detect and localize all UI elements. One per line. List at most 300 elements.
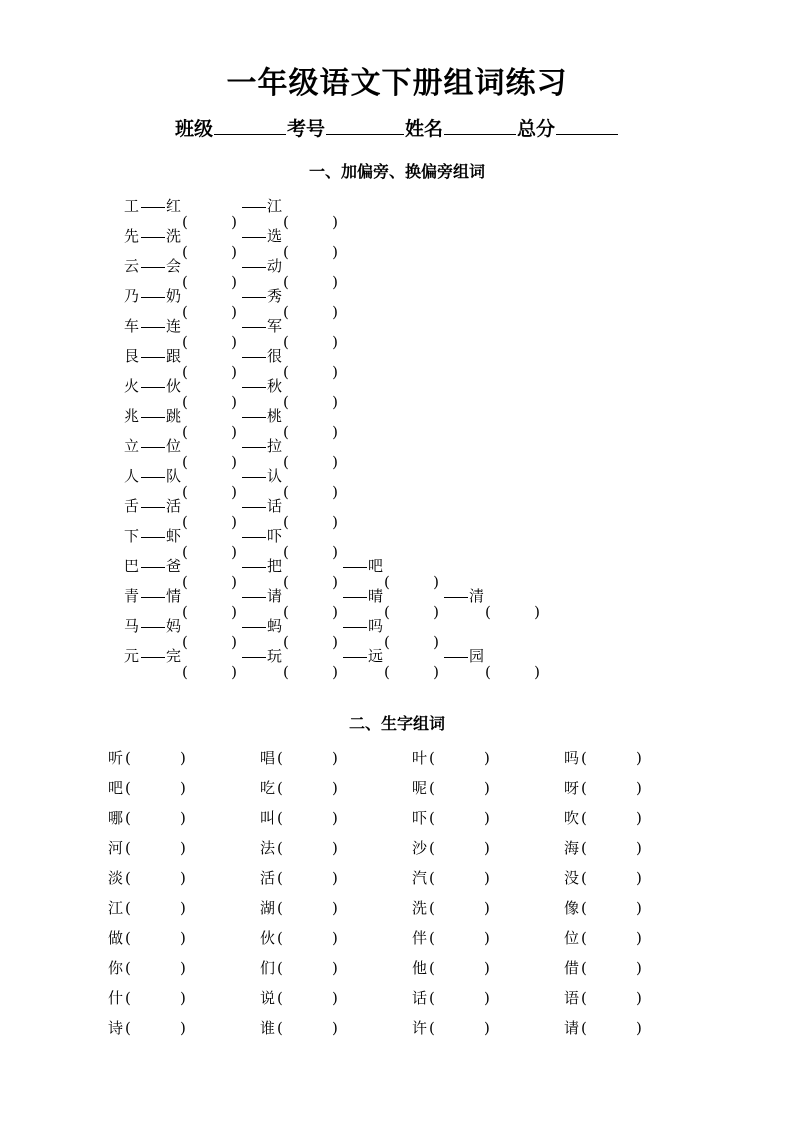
close-paren: )	[231, 393, 237, 411]
dash-connector	[242, 597, 266, 598]
open-paren: (	[283, 333, 289, 351]
open-paren: (	[125, 869, 131, 887]
grid-row	[108, 927, 716, 957]
open-paren: (	[581, 989, 587, 1007]
dash-connector	[343, 657, 367, 658]
grid-cell[interactable]	[108, 987, 260, 1009]
new-character: 们	[260, 959, 276, 977]
derived-character: 完	[166, 647, 182, 665]
close-paren: )	[180, 869, 186, 887]
base-character: 艮	[124, 347, 140, 365]
close-paren: )	[231, 573, 237, 591]
close-paren: )	[484, 869, 490, 887]
grid-cell[interactable]	[412, 957, 564, 979]
close-paren: )	[231, 513, 237, 531]
grid-cell[interactable]	[108, 747, 260, 769]
close-paren: )	[180, 1019, 186, 1037]
new-character: 诗	[108, 1019, 124, 1037]
open-paren: (	[581, 929, 587, 947]
open-paren: (	[125, 899, 131, 917]
grid-cell[interactable]	[108, 897, 260, 919]
dash-connector	[242, 387, 266, 388]
open-paren: (	[283, 573, 289, 591]
close-paren: )	[534, 603, 540, 621]
base-character: 马	[124, 617, 140, 635]
derived-character: 会	[166, 257, 182, 275]
open-paren: (	[581, 959, 587, 977]
close-paren: )	[484, 749, 490, 767]
derived-character: 吓	[267, 527, 283, 545]
close-paren: )	[231, 303, 237, 321]
derived-character: 吧	[368, 557, 384, 575]
base-character: 工	[124, 197, 140, 215]
new-character: 请	[564, 1019, 580, 1037]
close-paren: )	[231, 483, 237, 501]
student-info-line	[0, 114, 794, 141]
grid-cell[interactable]	[260, 837, 412, 859]
close-paren: )	[332, 989, 338, 1007]
open-paren: (	[581, 809, 587, 827]
close-paren: )	[636, 779, 642, 797]
close-paren: )	[484, 989, 490, 1007]
name-label: 姓名	[405, 118, 444, 140]
dash-connector	[242, 627, 266, 628]
derived-character: 很	[267, 347, 283, 365]
open-paren: (	[283, 633, 289, 651]
open-paren: (	[283, 363, 289, 381]
close-paren: )	[484, 959, 490, 977]
dash-connector	[242, 537, 266, 538]
new-character: 听	[108, 749, 124, 767]
base-character: 乃	[124, 287, 140, 305]
derived-character: 位	[166, 437, 182, 455]
new-character: 吧	[108, 779, 124, 797]
derived-character: 跟	[166, 347, 182, 365]
dash-connector	[141, 507, 165, 508]
new-character: 吓	[412, 809, 428, 827]
close-paren: )	[484, 839, 490, 857]
derived-character: 秋	[267, 377, 283, 395]
new-character: 叫	[260, 809, 276, 827]
new-character: 呀	[564, 779, 580, 797]
close-paren: )	[433, 573, 439, 591]
open-paren: (	[277, 839, 283, 857]
close-paren: )	[231, 213, 237, 231]
new-character: 吃	[260, 779, 276, 797]
close-paren: )	[636, 1019, 642, 1037]
grid-cell[interactable]	[260, 897, 412, 919]
grid-row	[108, 807, 716, 837]
grid-cell[interactable]	[412, 807, 564, 829]
dash-connector	[141, 237, 165, 238]
exercise-row	[124, 195, 544, 231]
grid-row	[108, 897, 716, 927]
open-paren: (	[125, 839, 131, 857]
open-paren: (	[182, 393, 188, 411]
grid-cell[interactable]	[260, 927, 412, 949]
close-paren: )	[332, 243, 338, 261]
close-paren: )	[231, 333, 237, 351]
dash-connector	[141, 207, 165, 208]
dash-connector	[141, 357, 165, 358]
derived-character: 动	[267, 257, 283, 275]
open-paren: (	[283, 483, 289, 501]
section2-heading: 二、生字组词	[348, 714, 445, 733]
dash-connector	[141, 297, 165, 298]
open-paren: (	[283, 423, 289, 441]
grid-row	[108, 747, 716, 777]
close-paren: )	[180, 749, 186, 767]
open-paren: (	[429, 929, 435, 947]
grid-cell[interactable]	[564, 897, 716, 919]
close-paren: )	[231, 603, 237, 621]
dash-connector	[242, 567, 266, 568]
open-paren: (	[277, 749, 283, 767]
close-paren: )	[180, 989, 186, 1007]
new-character: 他	[412, 959, 428, 977]
derived-character: 拉	[267, 437, 283, 455]
derived-character: 桃	[267, 407, 283, 425]
close-paren: )	[332, 633, 338, 651]
derived-character: 奶	[166, 287, 182, 305]
derived-character: 晴	[368, 587, 384, 605]
derived-character: 请	[267, 587, 283, 605]
close-paren: )	[231, 363, 237, 381]
open-paren: (	[429, 899, 435, 917]
open-paren: (	[125, 929, 131, 947]
dash-connector	[242, 297, 266, 298]
close-paren: )	[332, 423, 338, 441]
new-character: 没	[564, 869, 580, 887]
open-paren: (	[429, 839, 435, 857]
grid-cell[interactable]	[564, 987, 716, 1009]
dash-connector	[242, 507, 266, 508]
radical-exercise-list	[124, 195, 544, 681]
dash-connector	[141, 477, 165, 478]
open-paren: (	[581, 749, 587, 767]
grid-cell[interactable]	[108, 1017, 260, 1039]
close-paren: )	[534, 663, 540, 681]
grid-cell[interactable]	[564, 777, 716, 799]
derived-character: 园	[469, 647, 485, 665]
grid-cell[interactable]	[564, 957, 716, 979]
open-paren: (	[429, 779, 435, 797]
score-label: 总分	[517, 118, 556, 140]
derived-character: 蚂	[267, 617, 283, 635]
grid-cell[interactable]	[412, 837, 564, 859]
close-paren: )	[332, 1019, 338, 1037]
close-paren: )	[180, 839, 186, 857]
new-character: 做	[108, 929, 124, 947]
new-character: 吹	[564, 809, 580, 827]
grid-cell[interactable]	[412, 897, 564, 919]
close-paren: )	[332, 303, 338, 321]
base-character: 车	[124, 317, 140, 335]
close-paren: )	[636, 929, 642, 947]
close-paren: )	[231, 453, 237, 471]
score-blank[interactable]	[556, 116, 618, 135]
derived-character: 话	[267, 497, 283, 515]
dash-connector	[141, 447, 165, 448]
derived-character: 清	[469, 587, 485, 605]
grid-cell[interactable]	[260, 987, 412, 1009]
grid-cell[interactable]	[564, 747, 716, 769]
new-character: 江	[108, 899, 124, 917]
new-character: 法	[260, 839, 276, 857]
base-character: 巴	[124, 557, 140, 575]
new-character: 呢	[412, 779, 428, 797]
grid-row	[108, 867, 716, 897]
grid-cell[interactable]	[260, 957, 412, 979]
dash-connector	[242, 477, 266, 478]
new-character: 借	[564, 959, 580, 977]
grid-cell[interactable]	[260, 747, 412, 769]
grid-cell[interactable]	[260, 777, 412, 799]
dash-connector	[141, 417, 165, 418]
name-blank[interactable]	[444, 116, 516, 135]
close-paren: )	[636, 869, 642, 887]
grid-cell[interactable]	[412, 747, 564, 769]
dash-connector	[444, 597, 468, 598]
grid-cell[interactable]	[108, 807, 260, 829]
new-character: 位	[564, 929, 580, 947]
dash-connector	[141, 567, 165, 568]
base-character: 兆	[124, 407, 140, 425]
base-character: 舌	[124, 497, 140, 515]
new-character: 语	[564, 989, 580, 1007]
open-paren: (	[429, 1019, 435, 1037]
new-character: 话	[412, 989, 428, 1007]
derived-character: 跳	[166, 407, 182, 425]
new-character: 哪	[108, 809, 124, 827]
dash-connector	[242, 237, 266, 238]
close-paren: )	[332, 929, 338, 947]
dash-connector	[141, 537, 165, 538]
close-paren: )	[231, 273, 237, 291]
dash-connector	[444, 657, 468, 658]
open-paren: (	[283, 543, 289, 561]
derived-character: 情	[166, 587, 182, 605]
close-paren: )	[636, 989, 642, 1007]
exam-no-blank[interactable]	[326, 116, 404, 135]
grid-cell[interactable]	[564, 807, 716, 829]
close-paren: )	[180, 929, 186, 947]
grid-cell[interactable]	[108, 957, 260, 979]
open-paren: (	[283, 603, 289, 621]
close-paren: )	[332, 809, 338, 827]
close-paren: )	[332, 573, 338, 591]
close-paren: )	[484, 899, 490, 917]
open-paren: (	[581, 779, 587, 797]
close-paren: )	[332, 899, 338, 917]
open-paren: (	[429, 809, 435, 827]
new-character: 什	[108, 989, 124, 1007]
grid-cell[interactable]	[260, 867, 412, 889]
close-paren: )	[332, 603, 338, 621]
base-character: 人	[124, 467, 140, 485]
close-paren: )	[332, 513, 338, 531]
grid-cell[interactable]	[108, 927, 260, 949]
close-paren: )	[180, 779, 186, 797]
close-paren: )	[180, 809, 186, 827]
grid-row	[108, 1017, 716, 1047]
base-character: 立	[124, 437, 140, 455]
grid-cell[interactable]	[412, 987, 564, 1009]
open-paren: (	[384, 633, 390, 651]
open-paren: (	[182, 423, 188, 441]
base-character: 火	[124, 377, 140, 395]
grid-cell[interactable]	[108, 777, 260, 799]
open-paren: (	[277, 989, 283, 1007]
open-paren: (	[277, 809, 283, 827]
close-paren: )	[332, 363, 338, 381]
open-paren: (	[182, 633, 188, 651]
close-paren: )	[636, 899, 642, 917]
close-paren: )	[231, 423, 237, 441]
exam-no-label: 考号	[286, 118, 325, 140]
grid-row	[108, 837, 716, 867]
base-character: 元	[124, 647, 140, 665]
dash-connector	[242, 417, 266, 418]
derived-character: 远	[368, 647, 384, 665]
open-paren: (	[182, 663, 188, 681]
new-character: 海	[564, 839, 580, 857]
close-paren: )	[332, 839, 338, 857]
base-character: 下	[124, 527, 140, 545]
open-paren: (	[277, 959, 283, 977]
new-character: 汽	[412, 869, 428, 887]
grid-cell[interactable]	[108, 867, 260, 889]
grid-cell[interactable]	[412, 927, 564, 949]
close-paren: )	[484, 779, 490, 797]
close-paren: )	[332, 869, 338, 887]
open-paren: (	[182, 273, 188, 291]
derived-character: 队	[166, 467, 182, 485]
section1-heading: 一、加偏旁、换偏旁组词	[308, 162, 485, 181]
grid-cell[interactable]	[260, 807, 412, 829]
close-paren: )	[484, 929, 490, 947]
open-paren: (	[283, 243, 289, 261]
dash-connector	[141, 627, 165, 628]
derived-character: 秀	[267, 287, 283, 305]
open-paren: (	[182, 333, 188, 351]
dash-connector	[141, 387, 165, 388]
class-blank[interactable]	[214, 116, 286, 135]
open-paren: (	[277, 779, 283, 797]
close-paren: )	[332, 779, 338, 797]
open-paren: (	[182, 243, 188, 261]
close-paren: )	[180, 959, 186, 977]
close-paren: )	[231, 663, 237, 681]
grid-cell[interactable]	[564, 1017, 716, 1039]
derived-character: 红	[166, 197, 182, 215]
close-paren: )	[332, 483, 338, 501]
derived-character: 选	[267, 227, 283, 245]
derived-character: 军	[267, 317, 283, 335]
grid-cell[interactable]	[260, 1017, 412, 1039]
open-paren: (	[277, 929, 283, 947]
dash-connector	[343, 597, 367, 598]
open-paren: (	[429, 989, 435, 1007]
close-paren: )	[433, 663, 439, 681]
derived-character: 江	[267, 197, 283, 215]
derived-character: 爸	[166, 557, 182, 575]
open-paren: (	[485, 603, 491, 621]
new-character: 谁	[260, 1019, 276, 1037]
new-character: 说	[260, 989, 276, 1007]
open-paren: (	[277, 869, 283, 887]
open-paren: (	[283, 273, 289, 291]
base-character: 青	[124, 587, 140, 605]
grid-cell[interactable]	[412, 777, 564, 799]
dash-connector	[141, 657, 165, 658]
new-character: 活	[260, 869, 276, 887]
grid-row	[108, 777, 716, 807]
dash-connector	[343, 567, 367, 568]
close-paren: )	[636, 809, 642, 827]
open-paren: (	[283, 213, 289, 231]
grid-cell[interactable]	[564, 837, 716, 859]
open-paren: (	[182, 453, 188, 471]
derived-character: 洗	[166, 227, 182, 245]
dash-connector	[242, 657, 266, 658]
close-paren: )	[484, 1019, 490, 1037]
open-paren: (	[581, 899, 587, 917]
open-paren: (	[429, 959, 435, 977]
new-character: 伙	[260, 929, 276, 947]
grid-cell[interactable]	[108, 837, 260, 859]
open-paren: (	[581, 869, 587, 887]
dash-connector	[141, 267, 165, 268]
open-paren: (	[182, 513, 188, 531]
new-character: 许	[412, 1019, 428, 1037]
close-paren: )	[636, 749, 642, 767]
new-character: 淡	[108, 869, 124, 887]
open-paren: (	[485, 663, 491, 681]
open-paren: (	[581, 839, 587, 857]
grid-cell[interactable]	[564, 867, 716, 889]
grid-cell[interactable]	[412, 867, 564, 889]
base-character: 云	[124, 257, 140, 275]
open-paren: (	[277, 1019, 283, 1037]
open-paren: (	[429, 869, 435, 887]
close-paren: )	[636, 959, 642, 977]
new-character: 吗	[564, 749, 580, 767]
close-paren: )	[484, 809, 490, 827]
grid-cell[interactable]	[412, 1017, 564, 1039]
derived-character: 虾	[166, 527, 182, 545]
new-character: 河	[108, 839, 124, 857]
dash-connector	[242, 327, 266, 328]
close-paren: )	[231, 633, 237, 651]
grid-cell[interactable]	[564, 927, 716, 949]
open-paren: (	[429, 749, 435, 767]
dash-connector	[141, 597, 165, 598]
close-paren: )	[332, 959, 338, 977]
close-paren: )	[231, 543, 237, 561]
derived-character: 认	[267, 467, 283, 485]
dash-connector	[141, 327, 165, 328]
dash-connector	[242, 447, 266, 448]
new-character: 像	[564, 899, 580, 917]
open-paren: (	[283, 303, 289, 321]
dash-connector	[343, 627, 367, 628]
open-paren: (	[384, 603, 390, 621]
open-paren: (	[182, 213, 188, 231]
open-paren: (	[182, 303, 188, 321]
dash-connector	[242, 267, 266, 268]
close-paren: )	[332, 333, 338, 351]
